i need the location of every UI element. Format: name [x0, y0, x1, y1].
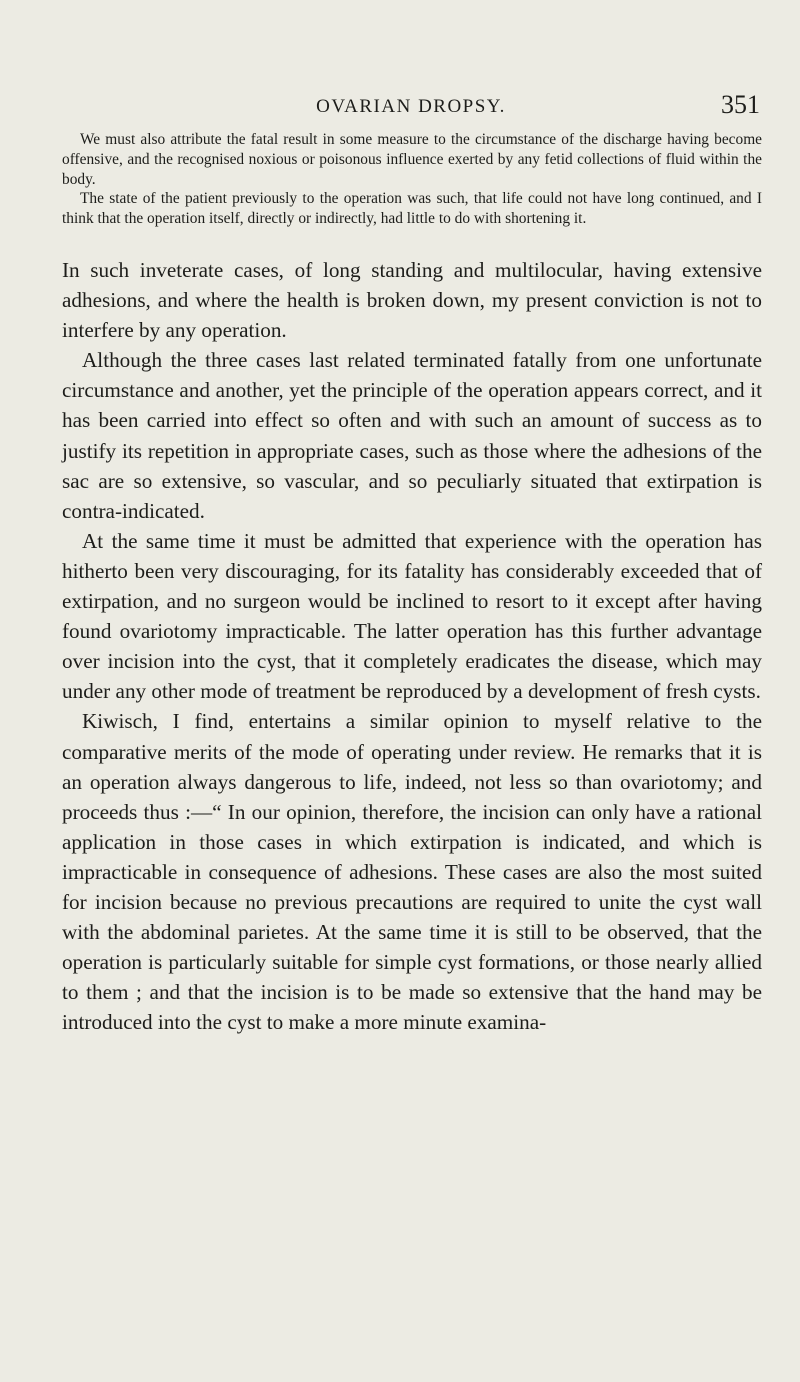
body-text: [62, 255, 762, 1037]
body-paragraph: At the same time it must be admitted that experience with the operation has hitherto been very discouraging, for its fatality has considerably exceeded that of extirpation, and no surgeon would be inclined to resort to it except after having found ovariotomy impracticable. The latter operation has this further advantage over incision into the cyst, that it completely eradicates the disease, which may under any other mode of treatment be reproduced by a development of fresh cysts.: [62, 528, 762, 704]
small-print-paragraph: We must also attribute the fatal result in some measure to the circumstance of the discharge having become offensive, and the recognised noxious or poisonous influence exerted by any fetid collections of fluid within the body.: [62, 131, 762, 188]
body-paragraph: Kiwisch, I find, entertains a similar opinion to myself relative to the comparative merits of the mode of operating under review. He remarks that it is an operation always dangerous to life, indeed, not less so than ovariotomy; and proceeds thus :—“ In our opinion, therefore, the incision can only have a rational application in those cases in which extirpation is indicated, and which is impracticable in consequence of adhesions. These cases are also the most suited for incision because no previous precautions are required to unite the cyst wall with the abdominal parietes. At the same time it is still to be observed, that the operation is particularly suitable for simple cyst formations, or those nearly allied to them ; and that the incision is to be made so extensive that the hand may be introduced into the cyst to make a more minute examina-: [62, 709, 762, 1035]
small-print-paragraph: The state of the patient previously to the operation was such, that life could not have long continued, and I think that the operation itself, directly or indirectly, had little to do with shortening it.: [62, 190, 762, 228]
body-paragraph: In such inveterate cases, of long standing and multilocular, having extensive adhesions, and where the health is broken down, my present conviction is not to interfere by any operation.: [62, 258, 762, 343]
small-print-block: [62, 130, 762, 229]
running-title: OVARIAN DROPSY.: [316, 96, 506, 117]
page-number: 351: [721, 90, 760, 119]
running-head: [62, 90, 760, 130]
body-paragraph: Although the three cases last related terminated fatally from one unfortunate circumstance and another, yet the principle of the operation appears correct, and it has been carried into effect so often and with such an amount of success as to justify its repetition in appropriate cases, such as those where the adhesions of the sac are so extensive, so vascular, and so peculiarly situated that extirpation is contra-indicated.: [62, 348, 762, 523]
